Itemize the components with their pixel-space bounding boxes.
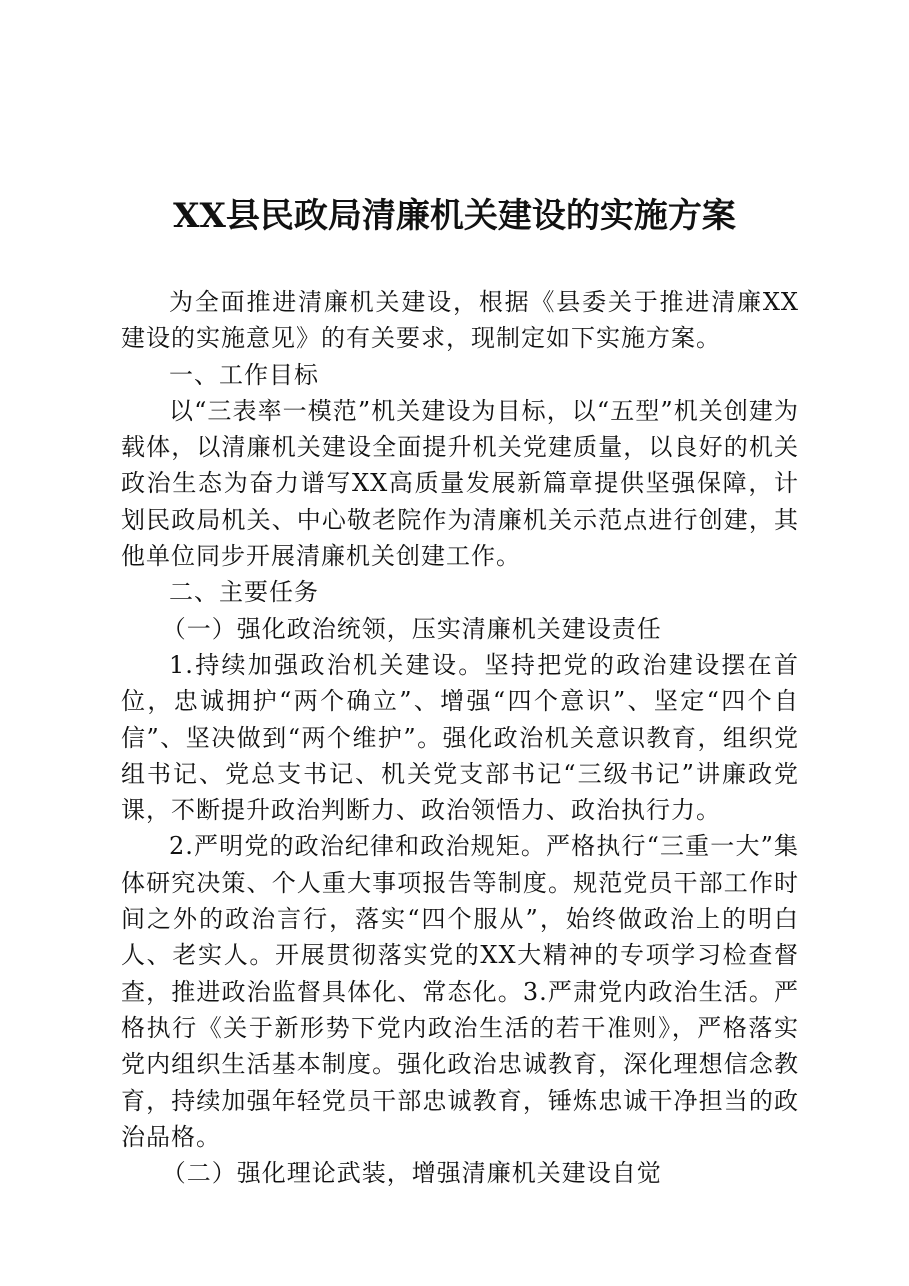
task-paragraph-2: 2.严明党的政治纪律和政治规矩。严格执行“三重一大”集体研究决策、个人重大事项报告等制度。规范党员干部工作时间之外的政治言行，落实“四个服从”，始终做政治上的明白人、老实人。开展贯彻落实党的XX大精神的专项学习检查督查，推进政治监督具体化、常态化。3.严肃党内政治生活。严格执行《关于新形势下党内政治生活的若干准则》，严格落实党内组织生活基本制度。强化政治忠诚教育，深化理想信念教育，持续加强年轻党员干部忠诚教育，锤炼忠诚干净担当的政治品格。 [121, 832, 799, 1151]
work-goal-paragraph: 以“三表率一模范”机关建设为目标，以“五型”机关创建为载体，以清廉机关建设全面提升机关党建质量，以良好的机关政治生态为奋力谱写XX高质量发展新篇章提供坚强保障，计划民政局机关、中心敬老院作为清廉机关示范点进行创建，其他单位同步开展清廉机关创建工作。 [121, 396, 799, 571]
task-paragraph-1: 1.持续加强政治机关建设。坚持把党的政治建设摆在首位，忠诚拥护“两个确立”、增强“四个意识”、坚定“四个自信”、坚决做到“两个维护”。强化政治机关意识教育，组织党组书记、党总支书记、机关党支部书记“三级书记”讲廉政党课，不断提升政治判断力、政治领悟力、政治执行力。 [121, 650, 799, 825]
section-heading-main-tasks: 二、主要任务 [169, 578, 319, 607]
subsection-heading-2: （二）强化理论武装，增强清廉机关建设自觉 [161, 1159, 662, 1188]
intro-paragraph: 为全面推进清廉机关建设，根据《县委关于推进清廉XX建设的实施意见》的有关要求，现制定如下实施方案。 [121, 288, 799, 353]
subsection-heading-1: （一）强化政治统领，压实清廉机关建设责任 [161, 614, 662, 643]
document-body [121, 284, 799, 1191]
document-title: XX县民政局清廉机关建设的实施方案 [173, 196, 736, 236]
section-heading-work-goal: 一、工作目标 [169, 360, 319, 389]
